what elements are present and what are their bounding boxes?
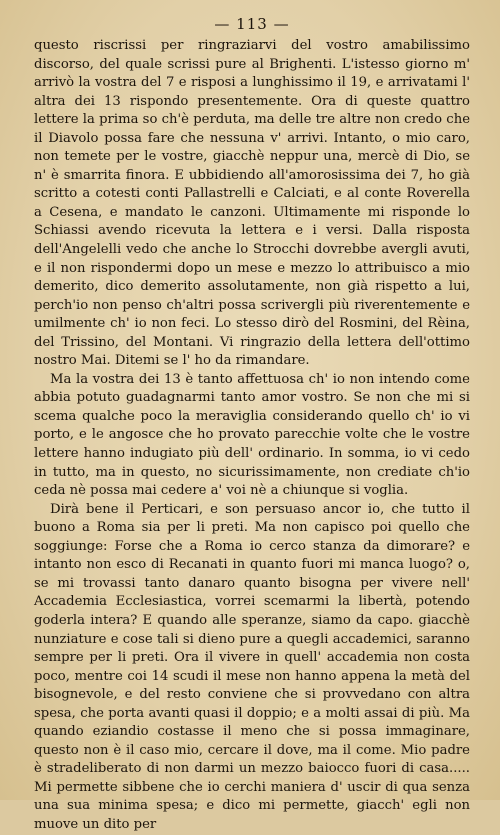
page-number: — 113 —	[214, 15, 290, 33]
paragraph-3: Dirà bene il Perticari, e son persuaso ancor io, che tutto il buono a Roma sia per li preti. Ma non capisco poi quello che soggiunge: Forse che a Roma io cerco stanza da dimorare? e intanto non esco di Recanati in quanto fuori mi manca luogo? o, se mi trovassi tanto danaro quanto bisogna per vivere nell' Accademia Ecclesiastica, vorrei scemarmi la libertà, potendo goderla intera? E quando alle speranze, siamo da capo. giacchè nunziature e cose tali si dieno pure a quegli accademici, saranno sempre per li preti. Ora il vivere in quell' accademia non costa poco, mentre coi 14 scudi il mese non hanno appena la metà del bisognevole, e del resto conviene che si provvedano con altra spesa, che porta avanti quasi il doppio; e a molti assai di più. Ma quando eziandio costasse il meno che si possa immaginare, questo non è il caso mio, cercare il dove, ma il come. Mio padre è stradeliberato di non darmi un mezzo baiocco fuori di casa..... Mi permette sibbene che io cerchi maniera d' uscir di qua senza una sua minima spesa; e dico mi permette, giacch' egli non muove un dito per	[34, 501, 470, 832]
paragraph-2: Ma la vostra dei 13 è tanto affettuosa ch' io non intendo come abbia potuto guadagnarmi tanto amor vostro. Se non che mi si scema qualche poco la meraviglia considerando quello ch' io vi porto, e le angosce che ho provato parecchie volte che le vostre lettere hanno indugiato più dell' ordinario. In somma, io vi cedo in tutto, ma in questo, no sicurissimamente, non crediate ch'io ceda nè possa mai cedere a' voi nè a chiunque si voglia.	[34, 371, 470, 499]
body-text	[34, 37, 470, 835]
paragraph-1: questo riscrissi per ringraziarvi del vostro amabilissimo discorso, del quale scrissi pure al Brighenti. L'istesso giorno m' arrivò la vostra del 7 e risposi a lunghissimo il 19, e arrivatami l' altra dei 13 rispondo presentemente. Ora di queste quattro lettere la prima so ch'è perduta, ma delle tre altre non credo che il Diavolo possa fare che nessuna v' arrivi. Intanto, o mio caro, non temete per le vostre, giacchè neppur una, mercè di Dio, se n' è smarrita finora. E ubbidiendo all'amorosissima dei 7, ho già scritto a cotesti conti Pallastrelli e Calciati, e al conte Roverella a Cesena, e mandato le canzoni. Ultimamente mi risponde lo Schiassi avendo ricevuta la lettera e i versi. Dalla risposta dell'Angelelli vedo che anche lo Strocchi dovrebbe avergli avuti, e il non rispondermi dopo un mese e mezzo lo attribuisco a mio demerito, dico demerito assolutamente, non già rispetto a lui, perch'io non penso ch'altri possa scrivergli più riverentemente e umilmente ch' io non feci. Lo stesso dirò del Rosmini, del Rèina, del Trissino, del Montani. Vi ringrazio della lettera dell'ottimo nostro Mai. Ditemi se l' ho da rimandare.	[34, 38, 470, 369]
